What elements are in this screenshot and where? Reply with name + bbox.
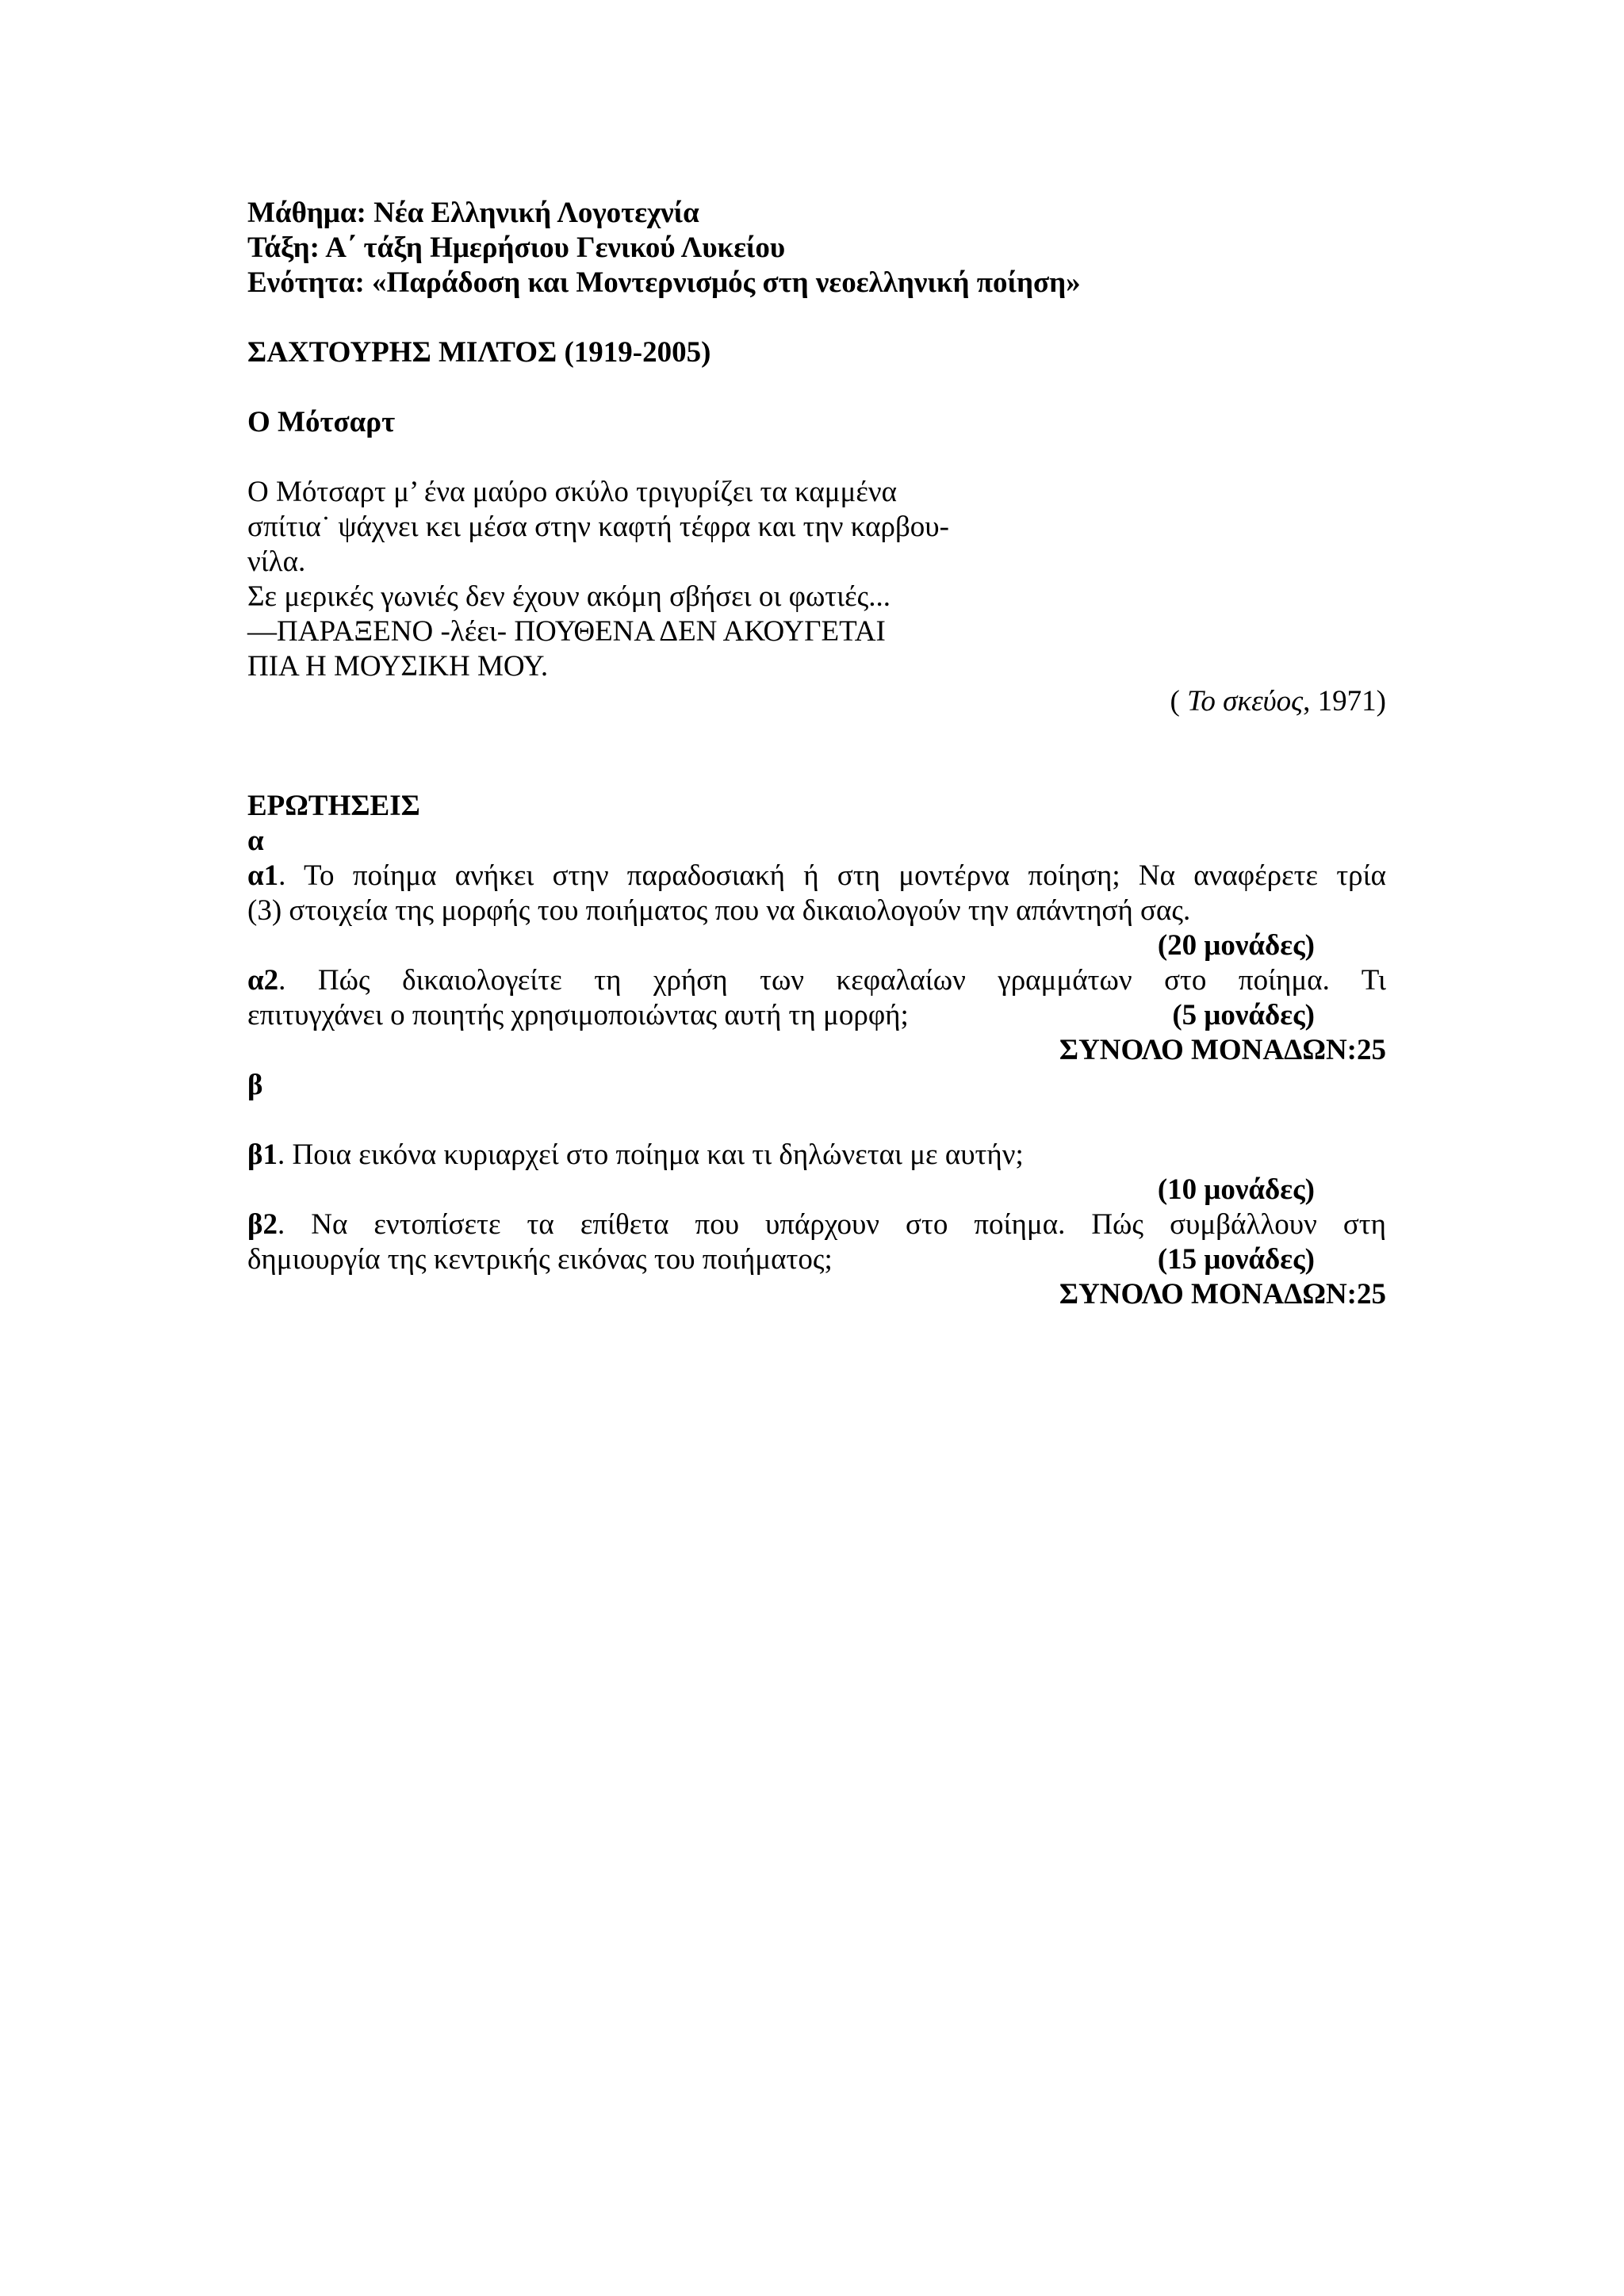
question-a2-line2: επιτυγχάνει ο ποιητής χρησιμοποιώντας αυτή τη μορφή; (5 μονάδες) xyxy=(247,998,1386,1033)
question-a1-points: (20 μονάδες) xyxy=(1157,929,1315,962)
question-b1 xyxy=(247,1138,1386,1207)
subject-line: Μάθημα: Νέα Ελληνική Λογοτεχνία xyxy=(247,197,699,229)
class-line: Τάξη: Α΄ τάξη Ημερήσιου Γενικού Λυκείου xyxy=(247,232,786,264)
question-a2 xyxy=(247,963,1386,1068)
poem-title: Ο Μότσαρτ xyxy=(247,406,396,438)
question-b2-line1: β2. Να εντοπίσετε τα επίθετα που υπάρχουν στο ποίημα. Πώς συμβάλλουν στη xyxy=(247,1208,1386,1241)
section-b-label: β xyxy=(247,1069,263,1101)
section-a-label: α xyxy=(247,825,264,857)
section-a-total: ΣΥΝΟΛΟ ΜΟΝΑΔΩΝ:25 xyxy=(1059,1034,1386,1066)
poem-line: σπίτια˙ ψάχνει κει μέσα στην καφτή τέφρα και την καρβου- xyxy=(247,511,949,543)
question-a1-line1: α1. Το ποίημα ανήκει στην παραδοσιακή ή στη μοντέρνα ποίηση; Να αναφέρετε τρία xyxy=(247,859,1386,892)
unit-line: Ενότητα: «Παράδοση και Μοντερνισμός στη νεοελληνική ποίηση» xyxy=(247,266,1081,299)
question-b1-line1: β1. Ποια εικόνα κυριαρχεί στο ποίημα και τι δηλώνεται με αυτήν; xyxy=(247,1138,1024,1171)
document-body xyxy=(247,196,1386,1312)
question-a1 xyxy=(247,859,1386,963)
poem-line: ΠΙΑ Η ΜΟΥΣΙΚΗ ΜΟΥ. xyxy=(247,650,549,683)
question-b1-points: (10 μονάδες) xyxy=(1157,1173,1315,1206)
questions-heading: ΕΡΩΤΗΣΕΙΣ xyxy=(247,790,420,822)
section-b-total: ΣΥΝΟΛΟ ΜΟΝΑΔΩΝ:25 xyxy=(1059,1278,1386,1311)
author-heading: ΣΑΧΤΟΥΡΗΣ ΜΙΛΤΟΣ (1919-2005) xyxy=(247,336,711,369)
source-title: Το σκεύος xyxy=(1187,685,1304,718)
question-b2 xyxy=(247,1207,1386,1312)
poem-source: ( Το σκεύος, 1971) xyxy=(1170,685,1386,718)
poem-line: Σε μερικές γωνιές δεν έχουν ακόμη σβήσει οι φωτιές... xyxy=(247,580,891,613)
question-a1-line2: (3) στοιχεία της μορφής του ποιήματος που να δικαιολογούν την απάντησή σας. xyxy=(247,894,1191,927)
poem-line: —ΠΑΡΑΞΕΝΟ -λέει- ΠΟΥΘΕΝΑ ΔΕΝ ΑΚΟΥΓΕΤΑΙ xyxy=(247,615,886,648)
poem-text xyxy=(247,475,1386,684)
poem-line: νίλα. xyxy=(247,545,306,578)
question-a2-points: (5 μονάδες) xyxy=(1172,999,1315,1031)
question-a2-line1: α2. Πώς δικαιολογείτε τη χρήση των κεφαλαίων γραμμάτων στο ποίημα. Τι xyxy=(247,964,1386,997)
question-b2-points: (15 μονάδες) xyxy=(1157,1243,1315,1276)
question-b2-line2: δημιουργία της κεντρικής εικόνας του ποιήματος; (15 μονάδες) xyxy=(247,1242,1386,1277)
poem-line: Ο Μότσαρτ μ’ ένα μαύρο σκύλο τριγυρίζει τα καμμένα xyxy=(247,476,898,508)
